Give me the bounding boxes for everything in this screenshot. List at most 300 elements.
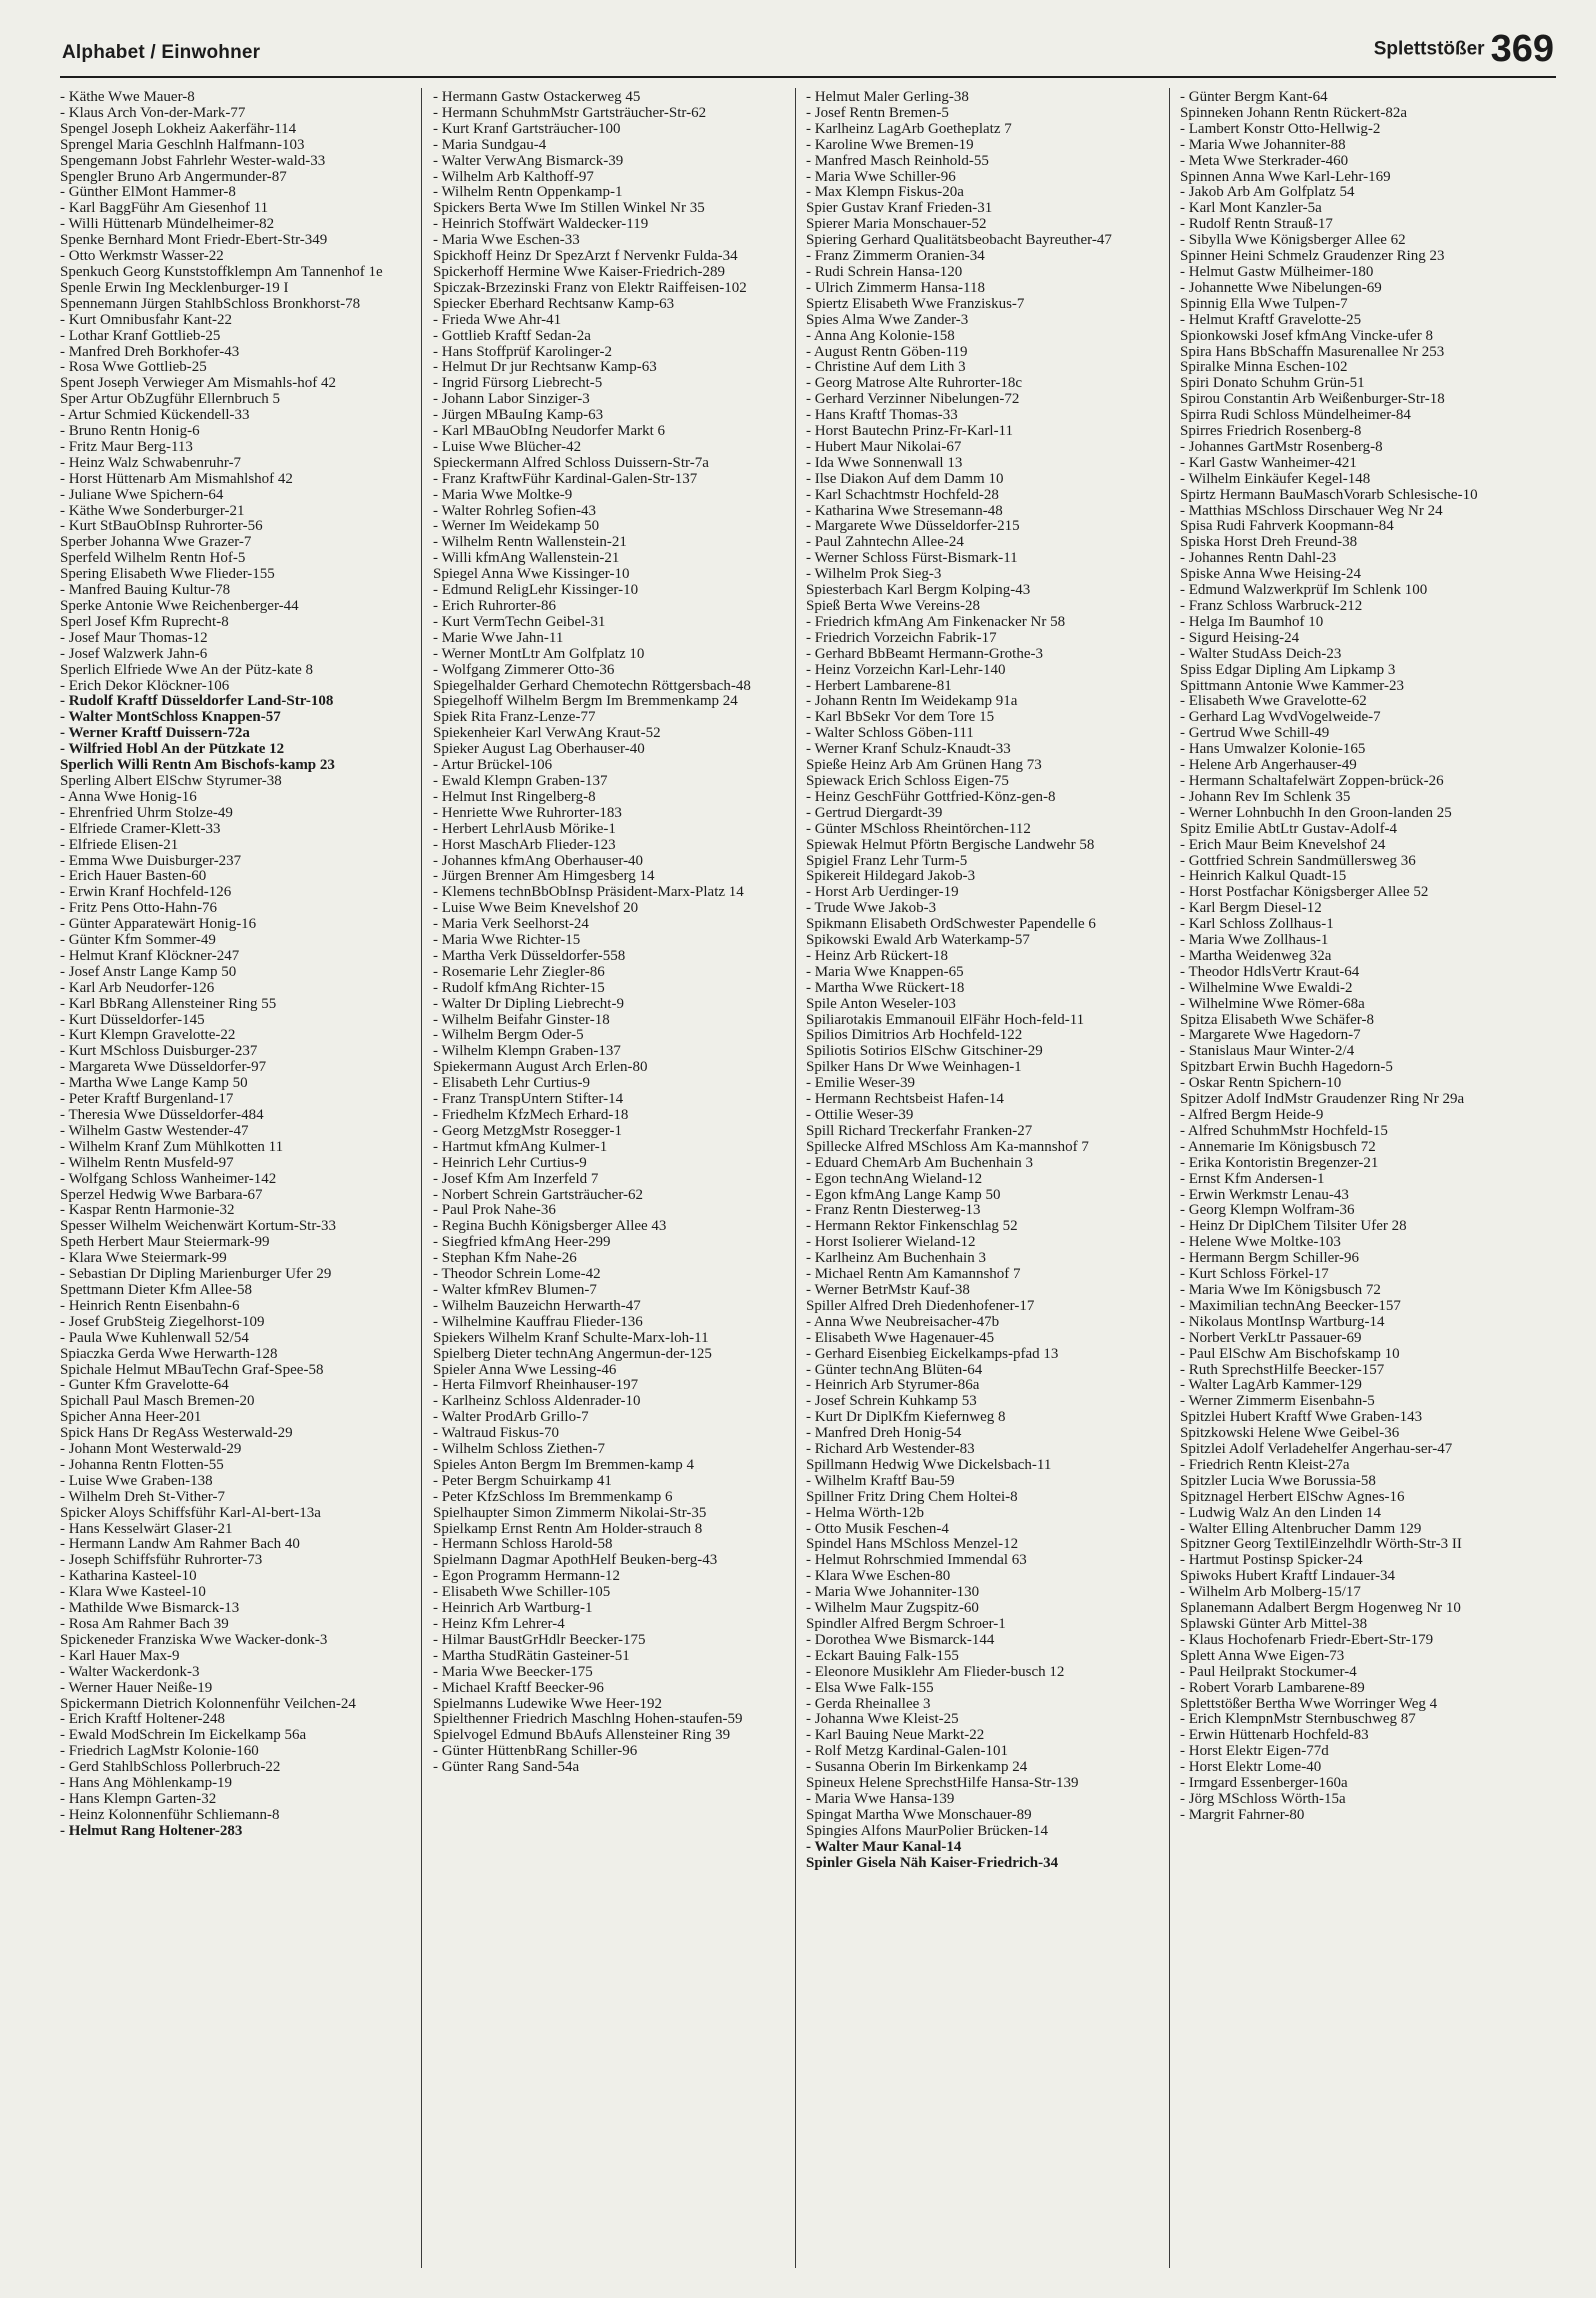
- directory-entry: - Josef Schrein Kuhkamp 53: [806, 1393, 977, 1410]
- directory-entry: Spiralke Minna Eschen-102: [1180, 359, 1348, 376]
- directory-entry: - Gerd StahlbSchloss Pollerbruch-22: [60, 1759, 281, 1776]
- directory-entry: - Maria Wwe Knappen-65: [806, 963, 964, 980]
- directory-entry: Sper Artur ObZugführ Ellernbruch 5: [60, 391, 280, 408]
- directory-entry: - August Rentn Göben-119: [806, 343, 968, 360]
- directory-entry: - Heinrich Arb Wartburg-1: [433, 1600, 593, 1617]
- directory-entry: - Margareta Wwe Düsseldorfer-97: [60, 1059, 267, 1076]
- directory-entry: - Manfred Dreh Borkhofer-43: [60, 343, 240, 360]
- directory-entry: - Gerhard Lag WvdVogelweide-7: [1180, 709, 1381, 726]
- directory-entry: - Ewald ModSchrein Im Eickelkamp 56a: [60, 1727, 307, 1744]
- directory-entry: - Hans Kesselwärt Glaser-21: [60, 1520, 233, 1537]
- directory-entry: Spichall Paul Masch Bremen-20: [60, 1393, 255, 1410]
- directory-entry: Spilker Hans Dr Wwe Weinhagen-1: [806, 1059, 1022, 1076]
- directory-entry: - Maria Wwe Beecker-175: [433, 1663, 593, 1680]
- directory-entry: - Helene Arb Angerhauser-49: [1180, 757, 1357, 774]
- directory-entry: - Gottfried Schrein Sandmüllersweg 36: [1180, 852, 1416, 869]
- directory-entry: - Theresia Wwe Düsseldorfer-484: [60, 1107, 264, 1123]
- directory-entry: - Willi Hüttenarb Mündelheimer-82: [60, 216, 275, 233]
- directory-entry: Spirou Constantin Arb Weißenburger-Str-18: [1180, 391, 1445, 408]
- directory-entry: Spigiel Franz Lehr Turm-5: [806, 852, 968, 869]
- directory-entry: - Walter MontSchloss Knappen-57: [60, 709, 281, 726]
- directory-entry: - Karl BbSekr Vor dem Tore 15: [806, 709, 995, 726]
- directory-entry: Spick Hans Dr RegAss Westerwald-29: [60, 1425, 293, 1442]
- directory-entry: - Gerhard Eisenbieg Eickelkamps-pfad 13: [806, 1345, 1059, 1362]
- directory-entry: - Wilhelm Beifahr Ginster-18: [433, 1011, 610, 1028]
- directory-entry: - Wilhelm Dreh St-Vither-7: [60, 1488, 225, 1505]
- directory-entry: - Ilse Diakon Auf dem Damm 10: [806, 470, 1004, 487]
- directory-entry: - Kurt Dr DiplKfm Kiefernweg 8: [806, 1409, 1006, 1426]
- directory-entry: Spillmann Hedwig Wwe Dickelsbach-11: [806, 1456, 1052, 1473]
- directory-entry: Sperzel Hedwig Wwe Barbara-67: [60, 1186, 263, 1203]
- directory-entry: Spitzer Adolf IndMstr Graudenzer Ring Nr 29a: [1180, 1091, 1465, 1108]
- directory-entry: Spitzlei Adolf Verladehelfer Angerhau-ser-47: [1180, 1441, 1453, 1458]
- directory-entry: - Günter Bergm Kant-64: [1180, 89, 1328, 105]
- directory-entry: - Ulrich Zimmerm Hansa-118: [806, 279, 985, 296]
- directory-entry: Spiska Horst Dreh Freund-38: [1180, 534, 1358, 551]
- directory-entry: - Heinz Vorzeichn Karl-Lehr-140: [806, 661, 1006, 678]
- directory-entry: - Helmut Maler Gerling-38: [806, 89, 969, 105]
- directory-entry: - Frieda Wwe Ahr-41: [433, 311, 562, 328]
- directory-entry: Spitzbart Erwin Buchh Hagedorn-5: [1180, 1059, 1393, 1076]
- directory-entry: - Anna Wwe Honig-16: [60, 788, 197, 805]
- column-1: [60, 90, 412, 1840]
- directory-entry: - Karl BbRang Allensteiner Ring 55: [60, 995, 277, 1012]
- directory-entry: - Gerhard Verzinner Nibelungen-72: [806, 391, 1020, 408]
- directory-entry: - Alfred SchuhmMstr Hochfeld-15: [1180, 1122, 1388, 1139]
- directory-entry: Spineux Helene SprechstHilfe Hansa-Str-139: [806, 1775, 1079, 1792]
- directory-entry: - Egon technAng Wieland-12: [806, 1170, 983, 1187]
- directory-entry: - Hartmut kfmAng Kulmer-1: [433, 1138, 608, 1155]
- directory-entry: - Erich KlempnMstr Sternbuschweg 87: [1180, 1711, 1416, 1728]
- directory-entry: - Eckart Bauing Falk-155: [806, 1647, 959, 1664]
- directory-entry: - Josef Rentn Bremen-5: [806, 104, 949, 121]
- directory-entry: Spicker Aloys Schiffsführ Karl-Al-bert-13a: [60, 1504, 321, 1521]
- directory-entry: Spiaczka Gerda Wwe Herwarth-128: [60, 1345, 278, 1362]
- directory-entry: - Elfriede Elisen-21: [60, 836, 179, 853]
- directory-entry: - Hermann Gastw Ostackerweg 45: [433, 89, 641, 105]
- directory-entry: - Wilhelm Schloss Ziethen-7: [433, 1441, 606, 1458]
- directory-entry: - Richard Arb Westender-83: [806, 1441, 975, 1458]
- directory-entry: - Fritz Maur Berg-113: [60, 438, 193, 455]
- directory-entry: - Rolf Metzg Kardinal-Galen-101: [806, 1743, 1009, 1760]
- directory-entry: - Helmut Dr jur Rechtsanw Kamp-63: [433, 359, 657, 376]
- directory-entry: Spiske Anna Wwe Heising-24: [1180, 566, 1361, 583]
- directory-entry: Spirtz Hermann BauMaschVorarb Schlesische-10: [1180, 486, 1478, 503]
- directory-entry: - Klara Wwe Kasteel-10: [60, 1584, 206, 1601]
- directory-entry: Spieker August Lag Oberhauser-40: [433, 741, 645, 758]
- directory-entry: - Lambert Konstr Otto-Hellwig-2: [1180, 120, 1381, 137]
- directory-entry: - Wilhelmine Wwe Ewaldi-2: [1180, 979, 1353, 996]
- directory-entry: - Wilhelm Bauzeichn Herwarth-47: [433, 1297, 641, 1314]
- directory-entry: - Hermann SchuhmMstr Gartsträucher-Str-62: [433, 104, 707, 121]
- directory-entry: - Ehrenfried Uhrm Stolze-49: [60, 804, 233, 821]
- directory-entry: - Josef Kfm Am Inzerfeld 7: [433, 1170, 599, 1187]
- directory-entry: - Sigurd Heising-24: [1180, 629, 1300, 646]
- directory-entry: Spirres Friedrich Rosenberg-8: [1180, 423, 1362, 440]
- directory-entry: - Käthe Wwe Sonderburger-21: [60, 502, 245, 519]
- directory-entry: - Jörg MSchloss Wörth-15a: [1180, 1790, 1346, 1807]
- directory-entry: - Paul Prok Nahe-36: [433, 1202, 556, 1219]
- directory-entry: Spent Joseph Verwieger Am Mismahls-hof 42: [60, 375, 336, 392]
- directory-entry: Spieß Berta Wwe Vereins-28: [806, 598, 980, 614]
- directory-entry: - Paula Wwe Kuhlenwall 52/54: [60, 1329, 249, 1346]
- directory-entry: - Walter Dr Dipling Liebrecht-9: [433, 995, 624, 1012]
- directory-entry: - Helma Wörth-12b: [806, 1504, 925, 1521]
- directory-entry: - Katharina Wwe Stresemann-48: [806, 502, 1003, 519]
- directory-entry: - Werner BetrMstr Kauf-38: [806, 1281, 970, 1298]
- directory-entry: - Willi kfmAng Wallenstein-21: [433, 550, 620, 567]
- section-header: Alphabet / Einwohner: [62, 42, 261, 63]
- directory-entry: - Paul Heilprakt Stockumer-4: [1180, 1663, 1357, 1680]
- directory-entry: Spindler Alfred Bergm Schroer-1: [806, 1616, 1006, 1632]
- directory-entry: - Ottilie Weser-39: [806, 1107, 914, 1123]
- directory-entry: - Jürgen Brenner Am Himgesberg 14: [433, 868, 655, 885]
- directory-entry: - Walter Maur Kanal-14: [806, 1838, 962, 1855]
- directory-entry: - Karoline Wwe Bremen-19: [806, 136, 974, 153]
- directory-entry: Spiek Rita Franz-Lenze-77: [433, 709, 596, 726]
- directory-entry: - Klemens technBbObInsp Präsident-Marx-Platz 14: [433, 884, 744, 901]
- directory-entry: - Ingrid Fürsorg Liebrecht-5: [433, 375, 603, 392]
- directory-entry: - Wilhelm Einkäufer Kegel-148: [1180, 470, 1371, 487]
- directory-entry: Spitznagel Herbert ElSchw Agnes-16: [1180, 1488, 1405, 1505]
- directory-entry: Spennemann Jürgen StahlbSchloss Bronkhorst-78: [60, 295, 361, 312]
- directory-entry: Sperfeld Wilhelm Rentn Hof-5: [60, 550, 246, 567]
- directory-entry: - Rosa Am Rahmer Bach 39: [60, 1616, 229, 1632]
- directory-entry: - Gertrud Wwe Schill-49: [1180, 725, 1330, 742]
- directory-entry: Spenkuch Georg Kunststoffklempn Am Tannenhof 1e: [60, 263, 383, 280]
- directory-entry: - Christine Auf dem Lith 3: [806, 359, 966, 376]
- directory-entry: Spiewack Erich Schloss Eigen-75: [806, 772, 1009, 789]
- directory-entry: - Werner MontLtr Am Golfplatz 10: [433, 645, 645, 662]
- directory-entry: - Hermann Schloss Harold-58: [433, 1536, 613, 1553]
- directory-entry: - Helmut Gastw Mülheimer-180: [1180, 263, 1374, 280]
- directory-entry: - Maria Wwe Zollhaus-1: [1180, 932, 1329, 949]
- directory-entry: - Karlheinz Schloss Aldenrader-10: [433, 1393, 641, 1410]
- directory-entry: Spengler Bruno Arb Angermunder-87: [60, 168, 287, 185]
- directory-entry: - Rudolf Kraftf Düsseldorfer Land-Str-108: [60, 693, 334, 710]
- directory-entry: Spickeneder Franziska Wwe Wacker-donk-3: [60, 1631, 328, 1648]
- directory-entry: - Henriette Wwe Ruhrorter-183: [433, 804, 622, 821]
- directory-entry: Spieße Heinz Arb Am Grünen Hang 73: [806, 757, 1042, 774]
- directory-entry: - Günter Rang Sand-54a: [433, 1759, 580, 1776]
- directory-entry: - Erich Dekor Klöckner-106: [60, 677, 230, 694]
- directory-entry: - Johanna Rentn Flotten-55: [60, 1456, 224, 1473]
- directory-entry: - Georg Matrose Alte Ruhrorter-18c: [806, 375, 1023, 392]
- directory-entry: - Maria Wwe Im Königsbusch 72: [1180, 1281, 1381, 1298]
- directory-entry: Spierer Maria Monschauer-52: [806, 216, 987, 233]
- directory-entry: - Kurt MSchloss Duisburger-237: [60, 1043, 258, 1060]
- directory-entry: - Susanna Oberin Im Birkenkamp 24: [806, 1759, 1028, 1776]
- directory-entry: - Heinz Kolonnenführ Schliemann-8: [60, 1806, 280, 1823]
- directory-entry: - Horst Hüttenarb Am Mismahlshof 42: [60, 470, 293, 487]
- directory-entry: Spiegelhalder Gerhard Chemotechn Röttgersbach-48: [433, 677, 751, 694]
- directory-entry: - Horst Bautechn Prinz-Fr-Karl-11: [806, 423, 1014, 440]
- directory-entry: - Wolfgang Schloss Wanheimer-142: [60, 1170, 277, 1187]
- directory-entry: - Norbert VerkLtr Passauer-69: [1180, 1329, 1362, 1346]
- directory-entry: - Käthe Wwe Mauer-8: [60, 89, 195, 105]
- directory-entry: - Helmut Rohrschmied Immendal 63: [806, 1552, 1027, 1569]
- directory-entry: - Kurt Omnibusfahr Kant-22: [60, 311, 233, 328]
- directory-entry: - Joseph Schiffsführ Ruhrorter-73: [60, 1552, 263, 1569]
- directory-entry: - Erich Hauer Basten-60: [60, 868, 207, 885]
- column-divider: [795, 88, 796, 2268]
- directory-entry: - Friedhelm KfzMech Erhard-18: [433, 1107, 629, 1123]
- directory-entry: - Maria Sundgau-4: [433, 136, 547, 153]
- page-number: 369: [1490, 28, 1554, 70]
- directory-entry: - Otto Werkmstr Wasser-22: [60, 248, 224, 265]
- directory-entry: - Edmund ReligLehr Kissinger-10: [433, 582, 639, 599]
- directory-entry: - Walter kfmRev Blumen-7: [433, 1281, 597, 1298]
- directory-entry: - Erwin Hüttenarb Hochfeld-83: [1180, 1727, 1369, 1744]
- directory-entry: - Hermann Landw Am Rahmer Bach 40: [60, 1536, 300, 1553]
- directory-entry: Spettmann Dieter Kfm Allee-58: [60, 1281, 253, 1298]
- directory-entry: - Juliane Wwe Spichern-64: [60, 486, 224, 503]
- directory-entry: - Günter Kfm Sommer-49: [60, 932, 216, 949]
- directory-entry: - Eleonore Musiklehr Am Flieder-busch 12: [806, 1663, 1065, 1680]
- directory-entry: - Martha StudRätin Gasteiner-51: [433, 1647, 630, 1664]
- directory-entry: - Wilhelmine Kauffrau Flieder-136: [433, 1313, 643, 1330]
- directory-entry: - Hans Umwalzer Kolonie-165: [1180, 741, 1366, 758]
- directory-entry: - Heinrich Rentn Eisenbahn-6: [60, 1297, 240, 1314]
- directory-entry: - Karl MBauObIng Neudorfer Markt 6: [433, 423, 666, 440]
- directory-entry: - Stanislaus Maur Winter-2/4: [1180, 1043, 1355, 1060]
- directory-entry: Spinnen Anna Wwe Karl-Lehr-169: [1180, 168, 1391, 185]
- directory-entry: Spenle Erwin Ing Mecklenburger-19 I: [60, 279, 289, 296]
- directory-entry: - Georg MetzgMstr Rosegger-1: [433, 1122, 622, 1139]
- directory-entry: Spielmanns Ludewike Wwe Heer-192: [433, 1695, 662, 1712]
- directory-entry: Spikereit Hildegard Jakob-3: [806, 868, 976, 885]
- directory-entry: - Franz Rentn Diesterweg-13: [806, 1202, 981, 1219]
- directory-entry: - Georg Klempn Wolfram-36: [1180, 1202, 1355, 1219]
- directory-entry: - Erich Kraftf Holtener-248: [60, 1711, 226, 1728]
- directory-entry: Spickhoff Heinz Dr SpezArzt f Nervenkr Fulda-34: [433, 248, 738, 265]
- directory-entry: Spingies Alfons MaurPolier Brücken-14: [806, 1822, 1049, 1839]
- directory-entry: - Theodor Schrein Lome-42: [433, 1266, 601, 1283]
- directory-entry: - Peter Bergm Schuirkamp 41: [433, 1472, 612, 1489]
- directory-entry: Spenke Bernhard Mont Friedr-Ebert-Str-349: [60, 232, 328, 249]
- directory-entry: - Paul Zahntechn Allee-24: [806, 534, 964, 551]
- directory-entry: - Karl Hauer Max-9: [60, 1647, 180, 1664]
- directory-entry: Spichale Helmut MBauTechn Graf-Spee-58: [60, 1361, 324, 1378]
- directory-entry: - Walter Wackerdonk-3: [60, 1663, 200, 1680]
- directory-entry: - Friedrich kfmAng Am Finkenacker Nr 58: [806, 613, 1066, 630]
- directory-entry: Spielvogel Edmund BbAufs Allensteiner Ring 39: [433, 1727, 731, 1744]
- directory-entry: Spieler Anna Wwe Lessing-46: [433, 1361, 617, 1378]
- directory-entry: - Josef Maur Thomas-12: [60, 629, 208, 646]
- directory-entry: - Horst Elektr Eigen-77d: [1180, 1743, 1329, 1760]
- directory-entry: - Werner Schloss Fürst-Bismark-11: [806, 550, 1018, 567]
- directory-entry: - Hans Kraftf Thomas-33: [806, 407, 958, 424]
- directory-entry: - Luise Wwe Blücher-42: [433, 438, 582, 455]
- directory-entry: - Klaus Hochofenarb Friedr-Ebert-Str-179: [1180, 1631, 1434, 1648]
- running-head-name: Splettstößer: [1373, 38, 1485, 60]
- directory-entry: - Hans Stoffprüf Karolinger-2: [433, 343, 612, 360]
- directory-entry: - Oskar Rentn Spichern-10: [1180, 1075, 1342, 1092]
- directory-entry: Spile Anton Weseler-103: [806, 995, 956, 1012]
- directory-entry: Spilios Dimitrios Arb Hochfeld-122: [806, 1027, 1023, 1044]
- directory-entry: Spitz Emilie AbtLtr Gustav-Adolf-4: [1180, 820, 1398, 837]
- directory-entry: - Maria Wwe Eschen-33: [433, 232, 580, 249]
- directory-entry: - Hermann Schaltafelwärt Zoppen-brück-26: [1180, 772, 1444, 789]
- directory-entry: - Helga Im Baumhof 10: [1180, 613, 1324, 630]
- directory-entry: Spikowski Ewald Arb Waterkamp-57: [806, 932, 1030, 949]
- directory-entry: - Horst Postfachar Königsberger Allee 52: [1180, 884, 1429, 901]
- directory-entry: - Josef GrubSteig Ziegelhorst-109: [60, 1313, 265, 1330]
- directory-entry: - Wilhelm Kraftf Bau-59: [806, 1472, 955, 1489]
- directory-entry: - Hilmar BaustGrHdlr Beecker-175: [433, 1631, 646, 1648]
- directory-entry: - Edmund Walzwerkprüf Im Schlenk 100: [1180, 582, 1428, 599]
- directory-entry: - Emma Wwe Duisburger-237: [60, 852, 242, 869]
- directory-entry: - Wilfried Hobl An der Pützkate 12: [60, 741, 285, 758]
- directory-entry: - Hans Ang Möhlenkamp-19: [60, 1775, 233, 1792]
- directory-entry: - Theodor HdlsVertr Kraut-64: [1180, 963, 1360, 980]
- directory-entry: - Johannette Wwe Nibelungen-69: [1180, 279, 1382, 296]
- directory-entry: Spiegelhoff Wilhelm Bergm Im Bremmenkamp 24: [433, 693, 738, 710]
- directory-entry: - Heinz Dr DiplChem Tilsiter Ufer 28: [1180, 1218, 1407, 1235]
- directory-entry: Spies Alma Wwe Zander-3: [806, 311, 969, 328]
- directory-entry: - Erwin Kranf Hochfeld-126: [60, 884, 232, 901]
- directory-entry: - Waltraud Fiskus-70: [433, 1425, 560, 1442]
- directory-entry: Sperke Antonie Wwe Reichenberger-44: [60, 598, 299, 614]
- directory-entry: Spisa Rudi Fahrverk Koopmann-84: [1180, 518, 1394, 535]
- directory-entry: Spiwoks Hubert Kraftf Lindauer-34: [1180, 1568, 1396, 1585]
- directory-entry: - Gerhard BbBeamt Hermann-Grothe-3: [806, 645, 1043, 662]
- directory-entry: - Maria Wwe Johanniter-130: [806, 1584, 980, 1601]
- directory-entry: - Erika Kontoristin Bregenzer-21: [1180, 1154, 1379, 1171]
- directory-entry: Spesser Wilhelm Weichenwärt Kortum-Str-33: [60, 1218, 337, 1235]
- directory-entry: - Martha Wwe Lange Kamp 50: [60, 1075, 248, 1092]
- directory-entry: - Alfred Bergm Heide-9: [1180, 1107, 1324, 1123]
- directory-entry: - Meta Wwe Sterkrader-460: [1180, 152, 1349, 169]
- directory-entry: - Friedrich Vorzeichn Fabrik-17: [806, 629, 997, 646]
- directory-entry: - Martha Wwe Rückert-18: [806, 979, 965, 996]
- directory-entry: - Rosa Wwe Gottlieb-25: [60, 359, 207, 376]
- directory-entry: - Horst Arb Uerdinger-19: [806, 884, 959, 901]
- directory-entry: - Maria Wwe Schiller-96: [806, 168, 956, 185]
- directory-entry: - Karlheinz LagArb Goetheplatz 7: [806, 120, 1012, 137]
- directory-entry: - Otto Musik Feschen-4: [806, 1520, 949, 1537]
- directory-entry: Splettstößer Bertha Wwe Worringer Weg 4: [1180, 1695, 1438, 1712]
- directory-entry: - Ernst Kfm Andersen-1: [1180, 1170, 1325, 1187]
- directory-entry: Spielmann Dagmar ApothHelf Beuken-berg-43: [433, 1552, 718, 1569]
- directory-entry: - Franz KraftwFühr Kardinal-Galen-Str-137: [433, 470, 698, 487]
- directory-entry: Spiekermann August Arch Erlen-80: [433, 1059, 648, 1076]
- directory-entry: - Erich Maur Beim Knevelshof 24: [1180, 836, 1386, 853]
- directory-entry: - Wilhelmine Wwe Römer-68a: [1180, 995, 1365, 1012]
- directory-entry: - Heinrich Arb Styrumer-86a: [806, 1377, 980, 1394]
- column-2: [433, 90, 785, 1776]
- directory-entry: Spiller Alfred Dreh Diedenhofener-17: [806, 1297, 1035, 1314]
- directory-entry: Sperlich Willi Rentn Am Bischofs-kamp 23: [60, 757, 335, 774]
- directory-entry: - Wilhelm Bergm Oder-5: [433, 1027, 584, 1044]
- column-3: [806, 90, 1158, 1872]
- directory-entry: - Margrit Fahrner-80: [1180, 1806, 1305, 1823]
- directory-entry: Spillner Fritz Dring Chem Holtei-8: [806, 1488, 1018, 1505]
- directory-entry: - Gertrud Diergardt-39: [806, 804, 943, 821]
- directory-entry: - Anna Ang Kolonie-158: [806, 327, 955, 344]
- directory-entry: - Wilhelm Kranf Zum Mühlkotten 11: [60, 1138, 284, 1155]
- directory-entry: Spielthenner Friedrich Maschlng Hohen-staufen-59: [433, 1711, 743, 1728]
- directory-entry: - Werner Im Weidekamp 50: [433, 518, 600, 535]
- directory-entry: - Werner Kraftf Duissern-72a: [60, 725, 250, 742]
- directory-entry: - Walter Rohrleg Sofien-43: [433, 502, 597, 519]
- directory-entry: - Anna Wwe Neubreisacher-47b: [806, 1313, 1000, 1330]
- directory-entry: - Walter StudAss Deich-23: [1180, 645, 1342, 662]
- directory-entry: - Günther ElMont Hammer-8: [60, 184, 236, 201]
- directory-entry: - Sebastian Dr Dipling Marienburger Ufer 29: [60, 1266, 332, 1283]
- directory-entry: - Helene Wwe Moltke-103: [1180, 1234, 1341, 1251]
- directory-entry: - Max Klempn Fiskus-20a: [806, 184, 964, 201]
- directory-entry: - Elisabeth Wwe Schiller-105: [433, 1584, 611, 1601]
- directory-entry: Splett Anna Wwe Eigen-73: [1180, 1647, 1345, 1664]
- directory-entry: - Martha Weidenweg 32a: [1180, 947, 1332, 964]
- directory-entry: Spindel Hans MSchloss Menzel-12: [806, 1536, 1019, 1553]
- directory-entry: - Heinz Walz Schwabenruhr-7: [60, 454, 242, 471]
- directory-entry: - Werner Zimmerm Eisenbahn-5: [1180, 1393, 1375, 1410]
- directory-entry: - Wilhelm Rentn Oppenkamp-1: [433, 184, 623, 201]
- directory-entry: - Karl Gastw Wanheimer-421: [1180, 454, 1357, 471]
- directory-entry: - Gottlieb Kraftf Sedan-2a: [433, 327, 591, 344]
- directory-entry: Spiczak-Brzezinski Franz von Elektr Raiffeisen-102: [433, 279, 747, 296]
- directory-entry: - Heinrich Lehr Curtius-9: [433, 1154, 587, 1171]
- directory-entry: Spieckermann Alfred Schloss Duissern-Str-7a: [433, 454, 709, 471]
- directory-entry: - Horst Elektr Lome-40: [1180, 1759, 1322, 1776]
- directory-entry: - Michael Rentn Am Kamannshof 7: [806, 1266, 1021, 1283]
- directory-entry: Spitzler Lucia Wwe Borussia-58: [1180, 1472, 1376, 1489]
- directory-entry: - Werner Lohnbuchh In den Groon-landen 25: [1180, 804, 1452, 821]
- directory-entry: - Klaus Arch Von-der-Mark-77: [60, 104, 246, 121]
- directory-entry: - Luise Wwe Graben-138: [60, 1472, 213, 1489]
- directory-entry: Spiesterbach Karl Bergm Kolping-43: [806, 582, 1031, 599]
- directory-entry: - Helmut Inst Ringelberg-8: [433, 788, 596, 805]
- directory-entry: - Josef Walzwerk Jahn-6: [60, 645, 208, 662]
- directory-entry: Spirra Rudi Schloss Mündelheimer-84: [1180, 407, 1411, 424]
- directory-entry: - Karl Schachtmstr Hochfeld-28: [806, 486, 999, 503]
- directory-entry: - Johannes GartMstr Rosenberg-8: [1180, 438, 1383, 455]
- directory-entry: - Katharina Kasteel-10: [60, 1568, 197, 1585]
- directory-entry: Spinneken Johann Rentn Rückert-82a: [1180, 104, 1408, 121]
- directory-entry: - Johannes kfmAng Oberhauser-40: [433, 852, 644, 869]
- directory-entry: - Johann Rev Im Schlenk 35: [1180, 788, 1351, 805]
- directory-entry: - Karlheinz Am Buchenhain 3: [806, 1250, 986, 1267]
- directory-entry: - Wilhelm Prok Sieg-3: [806, 566, 942, 583]
- directory-entry: Spitza Elisabeth Wwe Schäfer-8: [1180, 1011, 1374, 1028]
- directory-entry: - Annemarie Im Königsbusch 72: [1180, 1138, 1376, 1155]
- directory-entry: - Josef Anstr Lange Kamp 50: [60, 963, 237, 980]
- directory-entry: Spiekers Wilhelm Kranf Schulte-Marx-loh-11: [433, 1329, 709, 1346]
- directory-entry: - Peter KfzSchloss Im Bremmenkamp 6: [433, 1488, 673, 1505]
- directory-entry: - Heinz Kfm Lehrer-4: [433, 1616, 565, 1632]
- directory-entry: - Wilhelm Gastw Westender-47: [60, 1122, 249, 1139]
- directory-entry: - Jakob Arb Am Golfplatz 54: [1180, 184, 1355, 201]
- directory-entry: - Elisabeth Lehr Curtius-9: [433, 1075, 591, 1092]
- directory-entry: - Hermann Rektor Finkenschlag 52: [806, 1218, 1018, 1235]
- directory-entry: - Helmut Kranf Klöckner-247: [60, 947, 240, 964]
- directory-entry: Spiering Gerhard Qualitätsbeobacht Bayreuther-47: [806, 232, 1112, 249]
- directory-entry: - Mathilde Wwe Bismarck-13: [60, 1600, 240, 1617]
- directory-entry: - Kurt Kranf Gartsträucher-100: [433, 120, 621, 137]
- directory-entry: - Sibylla Wwe Königsberger Allee 62: [1180, 232, 1406, 249]
- directory-entry: - Emilie Weser-39: [806, 1075, 916, 1092]
- directory-entry: Spickermann Dietrich Kolonnenführ Veilchen-24: [60, 1695, 356, 1712]
- directory-entry: Spingat Martha Wwe Monschauer-89: [806, 1806, 1032, 1823]
- directory-entry: Spitzner Georg TextilEinzelhdlr Wörth-Str-3 II: [1180, 1536, 1462, 1553]
- page-header-right: [1374, 28, 1554, 71]
- directory-entry: - Rudi Schrein Hansa-120: [806, 263, 963, 280]
- column-divider: [421, 88, 422, 2268]
- directory-entry: - Walter ProdArb Grillo-7: [433, 1409, 589, 1426]
- directory-entry: Spikmann Elisabeth OrdSchwester Papendelle 6: [806, 916, 1096, 933]
